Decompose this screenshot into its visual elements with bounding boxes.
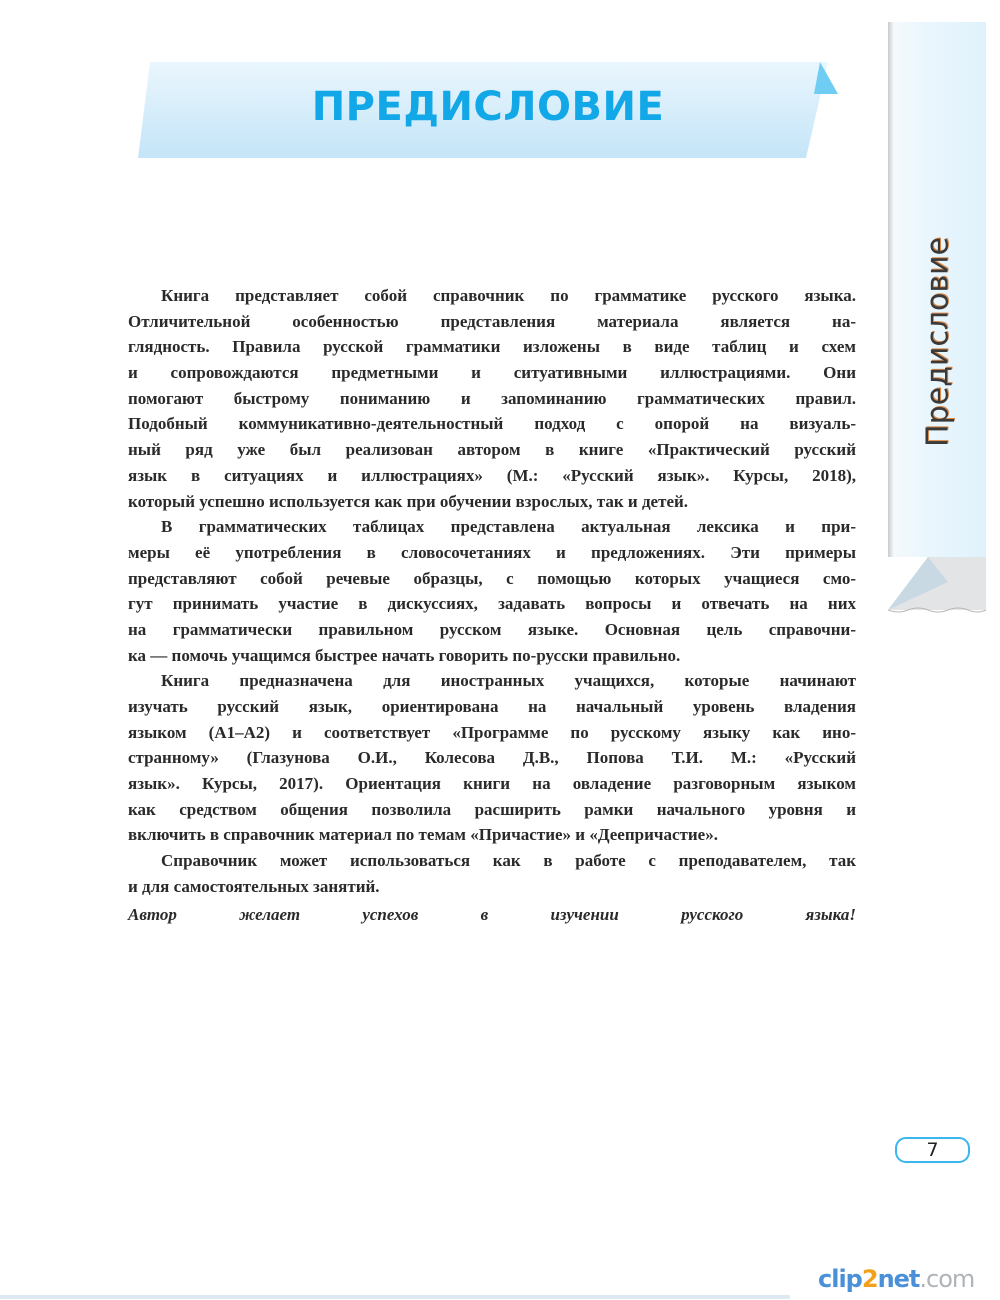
- text-line: глядность. Правила русской грамматики изложены в виде таблиц и схем: [128, 337, 856, 357]
- text-line: Книга предназначена для иностранных учащихся, которые начинают: [161, 671, 856, 691]
- text-line: включить в справочник материал по темам «Причастие» и «Деепричастие».: [128, 825, 718, 845]
- preface-body: [128, 283, 856, 927]
- closing-wish: Автор желает успехов в изучении русского языка!: [128, 904, 856, 924]
- text-line: язык в ситуациях и иллюстрациях» (М.: «Русский язык». Курсы, 2018),: [128, 465, 856, 485]
- page-curl-icon: [888, 552, 988, 614]
- paragraph: [128, 848, 856, 899]
- text-line: язык». Курсы, 2017). Ориентация книги на овладение разговорным языком: [128, 774, 856, 794]
- text-line: помогают быстрому пониманию и запоминанию грамматических правил.: [128, 388, 856, 408]
- text-line: языком (А1–А2) и соответствует «Программе по русскому языку как ино-: [128, 722, 856, 742]
- text-line: В грамматических таблицах представлена актуальная лексика и при-: [161, 517, 856, 537]
- paragraph: [128, 514, 856, 668]
- text-line: на грамматически правильном русском языке. Основная цель справочни-: [128, 619, 856, 639]
- text-line: Подобный коммуникативно-деятельностный подход с опорой на визуаль-: [128, 414, 856, 434]
- text-line: гут принимать участие в дискуссиях, задавать вопросы и отвечать на них: [128, 594, 856, 614]
- text-line: странному» (Глазунова О.И., Колесова Д.В., Попова Т.И. М.: «Русский: [128, 748, 856, 768]
- side-tab-label: Предисловие: [920, 237, 956, 447]
- text-line: как средством общения позволила расширить рамки начального уровня и: [128, 799, 856, 819]
- text-line: ка — помочь учащимся быстрее начать говорить по-русски правильно.: [128, 645, 681, 665]
- page-title: ПРЕДИСЛОВИЕ: [311, 84, 665, 130]
- page-number: 7: [895, 1137, 970, 1163]
- title-banner: [138, 62, 838, 158]
- text-line: Книга представляет собой справочник по грамматике русского языка.: [161, 286, 856, 305]
- text-line: который успешно используется как при обучении взрослых, так и детей.: [128, 491, 689, 511]
- text-line: ный ряд уже был реализован автором в книге «Практический русский: [128, 440, 856, 460]
- section-side-tab: [888, 22, 988, 612]
- text-line: изучать русский язык, ориентирована на начальный уровень владения: [128, 697, 856, 716]
- text-line: Справочник может использоваться как в работе с преподавателем, так: [161, 851, 856, 871]
- watermark-part: .com: [919, 1265, 975, 1293]
- text-line: и для самостоятельных занятий.: [128, 876, 380, 896]
- watermark-part: clip: [818, 1265, 862, 1293]
- text-line: Отличительной особенностью представления материала является на-: [128, 311, 856, 331]
- text-line: представляют собой речевые образцы, с помощью которых учащиеся смо-: [128, 568, 856, 588]
- watermark-part: net: [877, 1265, 920, 1293]
- watermark-logo: [818, 1265, 974, 1293]
- paragraph: [128, 283, 856, 514]
- text-line: и сопровождаются предметными и ситуативными иллюстрациями. Они: [128, 363, 856, 383]
- text-line: меры её употребления в словосочетаниях и предложениях. Эти примеры: [128, 542, 856, 562]
- watermark-part: 2: [861, 1265, 878, 1293]
- paragraph: [128, 668, 856, 848]
- bottom-divider: [0, 1295, 790, 1299]
